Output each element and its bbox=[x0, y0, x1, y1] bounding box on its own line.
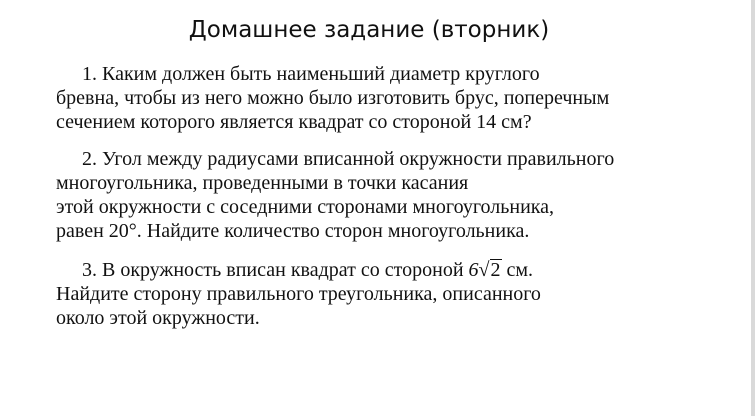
task-3-text-before: В окружность вписан квадрат со стороной bbox=[102, 259, 464, 281]
task-2-text-line-4: равен 20°. Найдите количество сторон многоугольника. bbox=[56, 220, 530, 242]
task-3 bbox=[56, 258, 541, 330]
task-2-number: 2. bbox=[82, 148, 97, 170]
task-2 bbox=[56, 147, 614, 243]
six-root-two-expression bbox=[469, 258, 502, 282]
task-1-line-1 bbox=[56, 62, 609, 86]
task-3-text-after: см. bbox=[506, 259, 534, 281]
task-2-line-1 bbox=[56, 147, 614, 171]
square-root-symbol: √ bbox=[478, 259, 490, 281]
task-3-number: 3. bbox=[82, 259, 97, 281]
task-1 bbox=[56, 62, 609, 134]
page-title: Домашнее задание (вторник) bbox=[188, 17, 550, 43]
task-3-text-line-3: около этой окружности. bbox=[56, 307, 260, 329]
task-2-text-line-3: этой окружности с соседними сторонами многоугольника, bbox=[56, 196, 555, 218]
task-2-text-line-1: Угол между радиусами вписанной окружности правильного bbox=[102, 148, 615, 170]
task-2-text-line-2: многоугольника, проведенными в точки касания bbox=[56, 172, 469, 194]
task-1-text-line-2: бревна, чтобы из него можно было изготовить брус, поперечным bbox=[56, 87, 610, 109]
coefficient: 6 bbox=[468, 259, 479, 281]
radicand: 2 bbox=[490, 259, 501, 281]
task-1-number: 1. bbox=[82, 63, 97, 85]
task-1-text-line-3: сечением которого является квадрат со стороной 14 см? bbox=[56, 111, 532, 133]
task-1-text-line-1: Каким должен быть наименьший диаметр круглого bbox=[102, 63, 540, 85]
task-3-line-1 bbox=[56, 258, 541, 282]
task-3-text-line-2: Найдите сторону правильного треугольника, описанного bbox=[56, 283, 541, 305]
page-right-edge bbox=[751, 0, 755, 416]
